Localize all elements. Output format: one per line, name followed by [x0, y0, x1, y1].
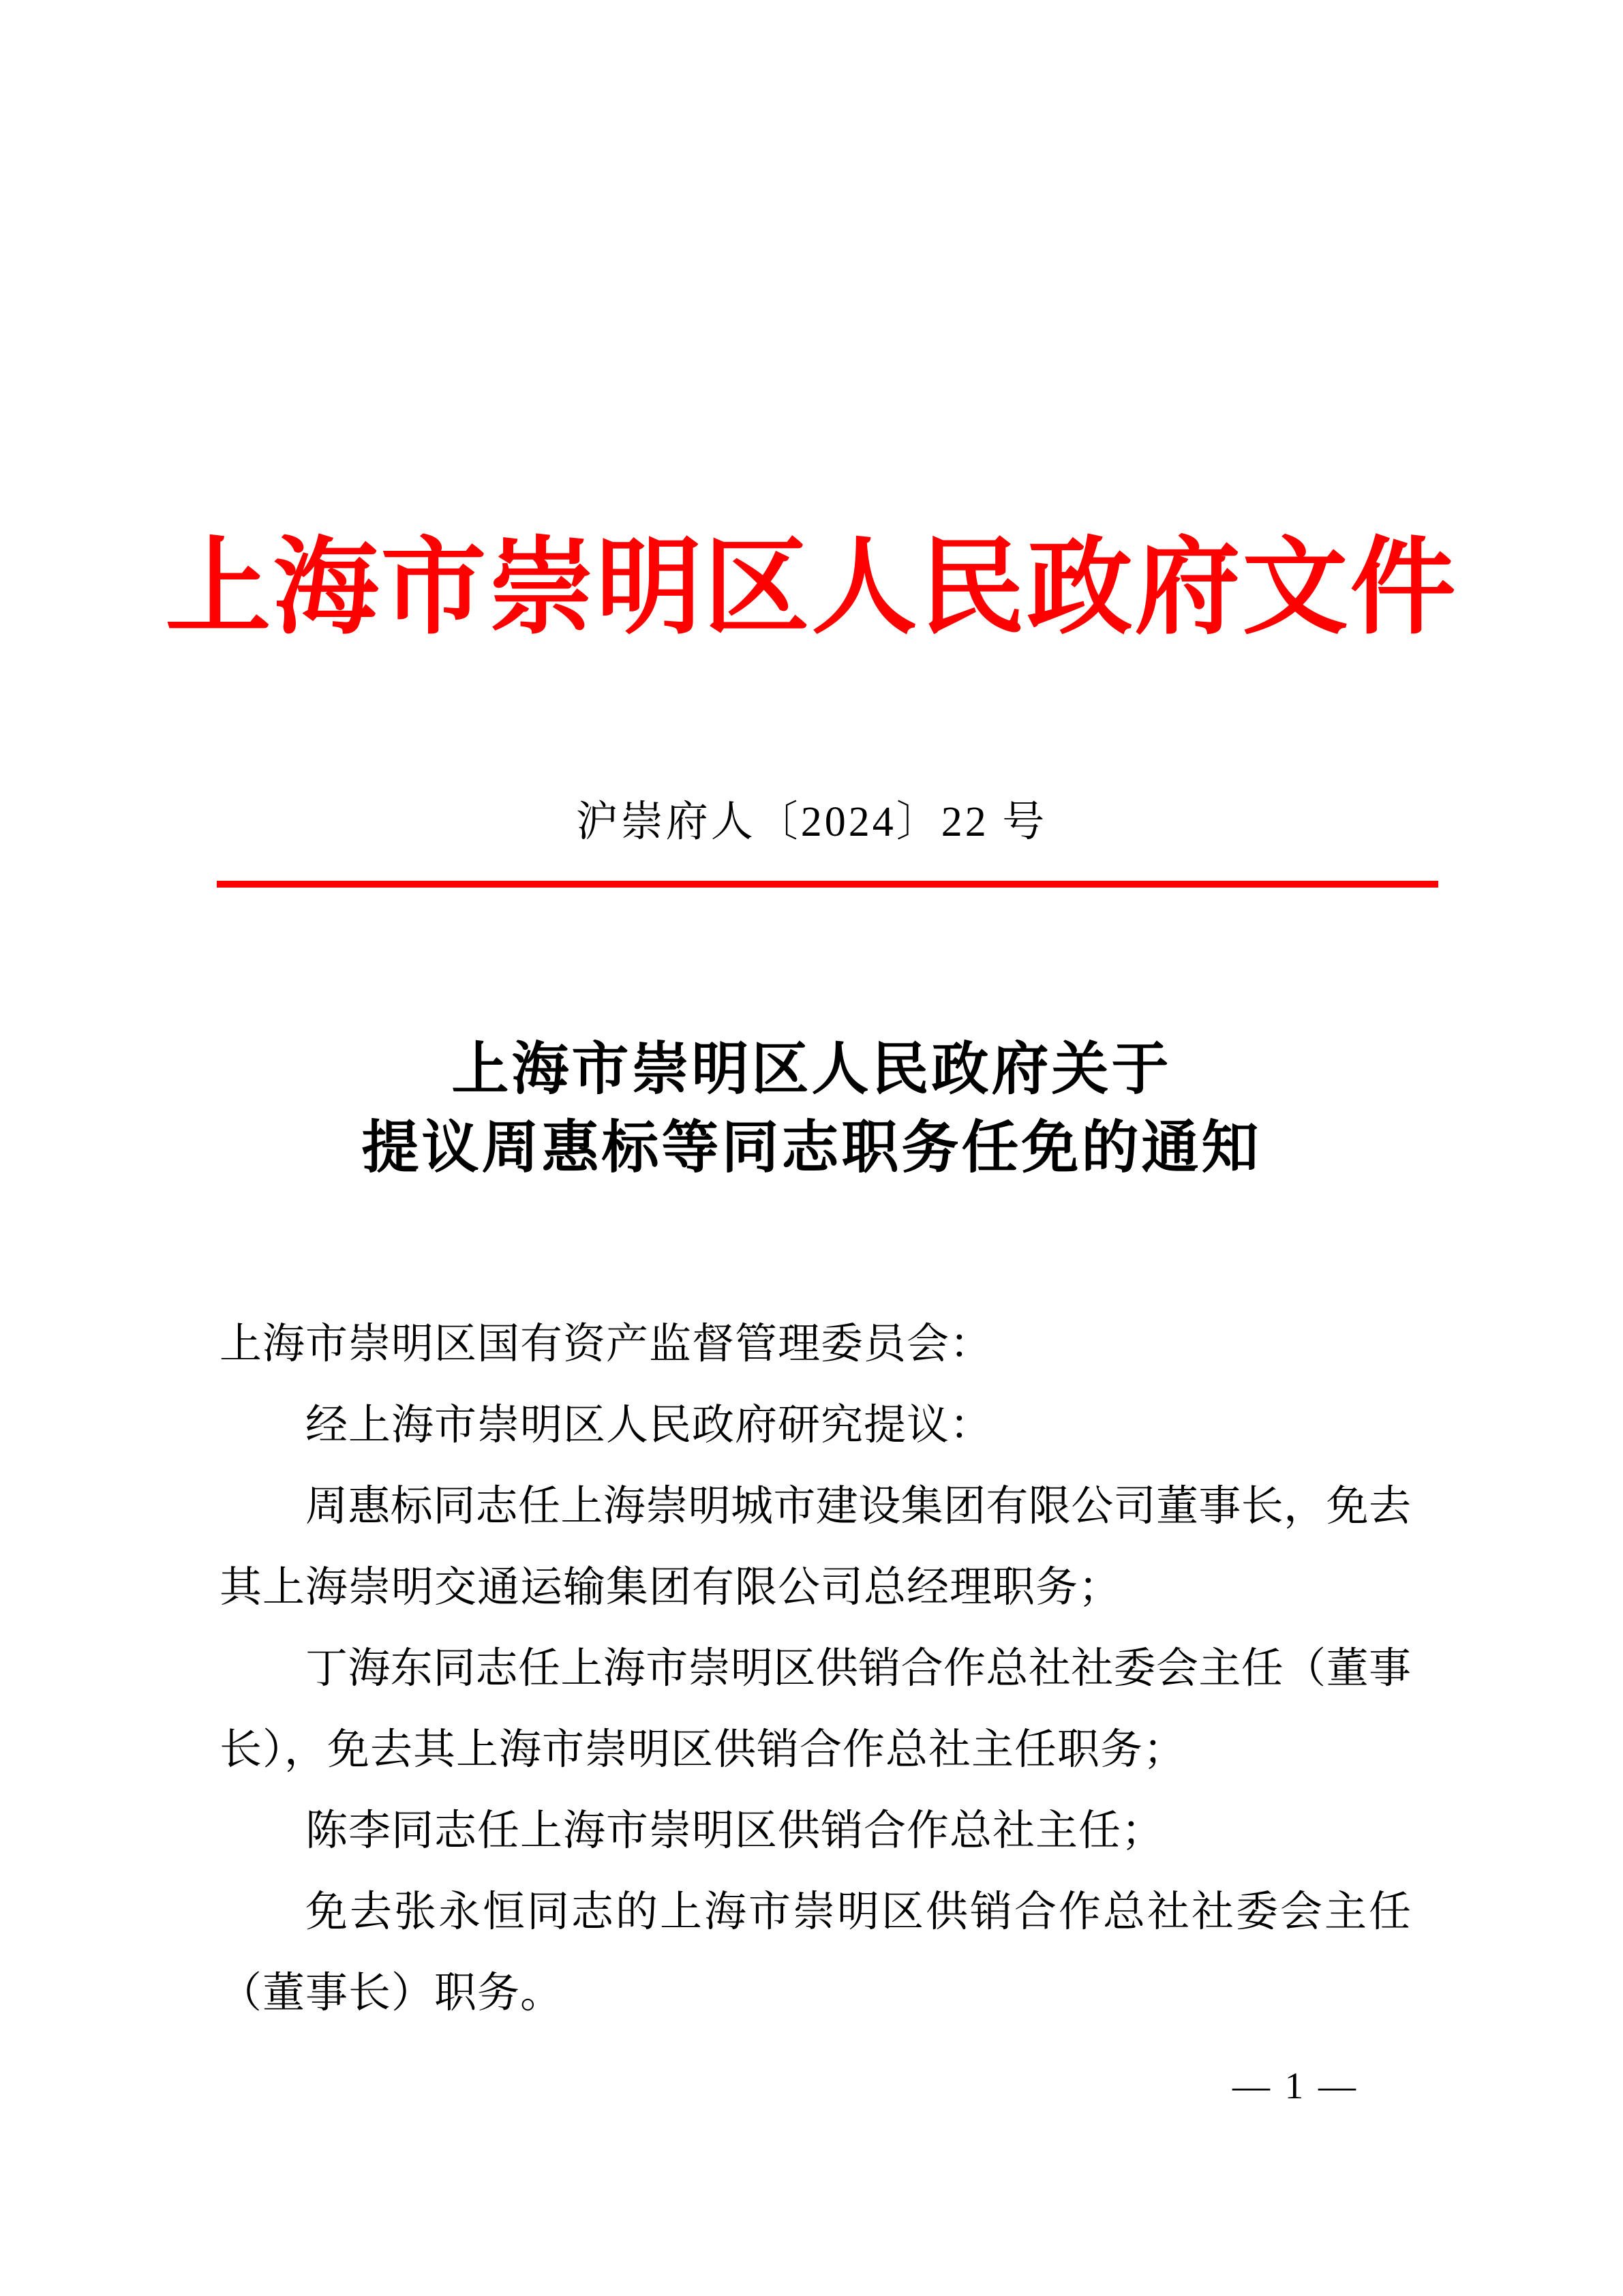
document-body: [219, 1304, 1411, 2034]
document-title: [0, 1031, 1623, 1188]
body-line: 经上海市崇明区人民政府研究提议：: [305, 1402, 993, 1449]
body-line: 丁海东同志任上海市崇明区供销合作总社社委会主任（董事: [305, 1646, 1411, 1692]
body-line: 免去张永恒同志的上海市崇明区供销合作总社社委会主任: [305, 1889, 1411, 1935]
page-number: — 1 —: [1232, 2065, 1359, 2106]
document-type-header: 上海市崇明区人民政府文件: [165, 530, 1458, 647]
document-title-line-1: 上海市崇明区人民政府关于: [451, 1038, 1172, 1102]
header-divider-line: [217, 881, 1438, 888]
body-line: 长），免去其上海市崇明区供销合作总社主任职务；: [219, 1727, 1187, 1773]
document-number: 沪崇府人〔2024〕22 号: [575, 799, 1048, 845]
body-line: 周惠标同志任上海崇明城市建设集团有限公司董事长，免去: [305, 1483, 1411, 1530]
body-line: （董事长）职务。: [219, 1970, 564, 2016]
document-title-line-2: 提议周惠标等同志职务任免的通知: [361, 1117, 1262, 1180]
body-line: 其上海崇明交通运输集团有限公司总经理职务；: [219, 1565, 1122, 1611]
body-line: 上海市崇明区国有资产监督管理委员会：: [219, 1321, 993, 1368]
body-line: 陈李同志任上海市崇明区供销合作总社主任；: [305, 1808, 1165, 1854]
